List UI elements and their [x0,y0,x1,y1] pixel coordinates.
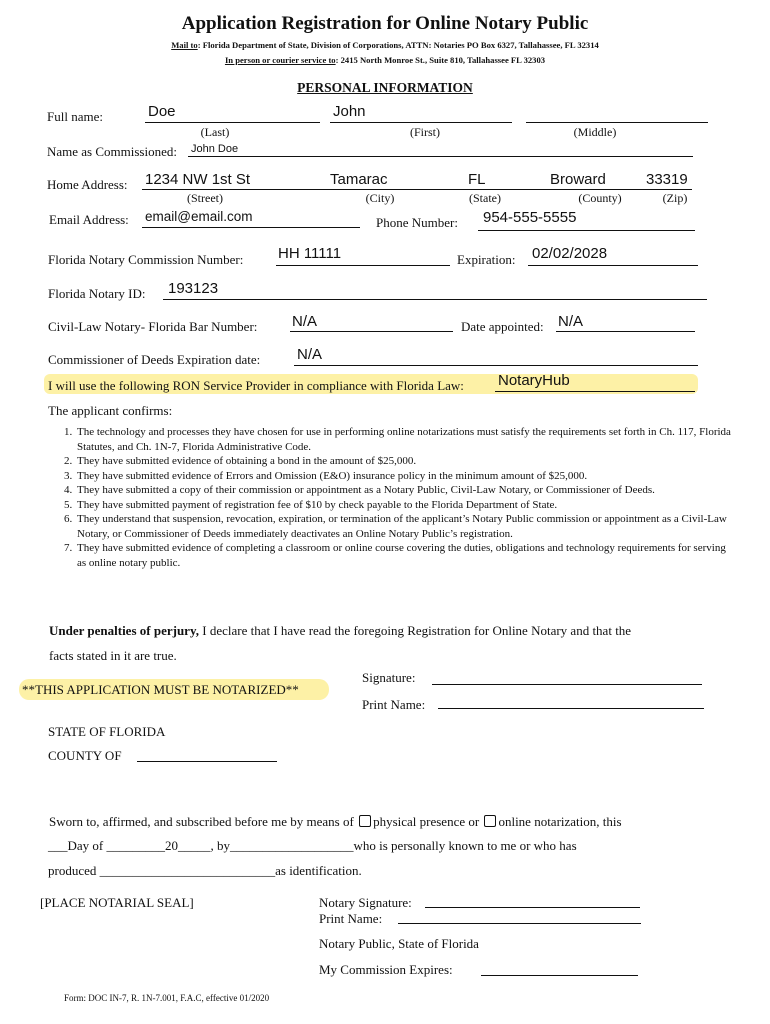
notary-print-name-line[interactable] [398,923,641,924]
declaration-bold: Under penalties of perjury, [49,623,199,638]
ron-provider-value[interactable]: NotaryHub [498,372,570,389]
online-notarization-label: online notarization, this [498,814,622,829]
courier-label: In person or courier service to [224,55,336,65]
physical-presence-checkbox[interactable] [359,815,371,827]
last-name-value[interactable]: Doe [148,103,176,120]
print-name-label: Print Name: [362,697,426,712]
date-appointed-line [556,331,695,332]
expiration-line [528,265,698,266]
home-address-label: Home Address: [47,177,128,192]
commission-expires-label: My Commission Expires: [319,962,453,977]
commissioned-value[interactable]: John Doe [191,143,239,155]
phone-line [478,230,695,231]
deeds-value[interactable]: N/A [297,346,323,363]
county-caption: (County) [578,191,622,205]
phone-value[interactable]: 954-555-5555 [483,209,577,226]
declaration-text: I declare that I have read the foregoing Registration for Online Notary and that the [198,623,632,638]
first-caption: (First) [410,125,440,139]
first-name-line [330,122,512,123]
confirms-intro: The applicant confirms: [48,403,173,418]
state-caption: (State) [469,191,501,205]
commissioned-label: Name as Commissioned: [47,144,177,159]
confirm-item-1: 1. The technology and processes they have chosen for use in performing online notarizations must satisfy the requirements set forth in Ch. 117, Florida Statutes, and Ch. 1N-7, Florida Administrative Code. [75,425,735,454]
notary-id-value[interactable]: 193123 [168,280,219,297]
declaration-line-1 [49,623,631,639]
city-value[interactable]: Tamarac [330,171,388,188]
confirm-item-3: 3. They have submitted evidence of Errors and Omission (E&O) insurance policy in the minimum amount of $25,000. [75,469,735,484]
form-footer: Form: DOC IN-7, R. 1N-7.001, F.A.C, effective 01/2020 [64,993,270,1003]
notary-public-state: Notary Public, State of Florida [319,936,479,951]
notary-signature-label: Notary Signature: [319,895,412,910]
commission-expires-line[interactable] [481,975,638,976]
confirm-item-4: 4. They have submitted a copy of their commission or appointment as a Notary Public, Civil-Law Notary, or Commissioner of Deeds. [75,483,735,498]
deeds-label: Commissioner of Deeds Expiration date: [48,352,261,367]
commission-number-value[interactable]: HH 11111 [278,245,342,262]
bar-number-label: Civil-Law Notary- Florida Bar Number: [48,319,258,334]
full-name-label: Full name: [47,109,103,124]
middle-name-line [526,122,708,123]
zip-value[interactable]: 33319 [646,171,688,188]
courier-line [0,55,770,65]
declaration-line-2: facts stated in it are true. [49,648,177,663]
signature-label: Signature: [362,670,416,685]
physical-presence-label: physical presence or [373,814,480,829]
email-line [142,227,360,228]
online-notarization-checkbox[interactable] [484,815,496,827]
county-line[interactable] [137,761,277,762]
middle-caption: (Middle) [573,125,617,139]
county-of-label: COUNTY OF [48,748,122,763]
print-name-line[interactable] [438,708,704,709]
city-caption: (City) [365,191,395,205]
zip-caption: (Zip) [662,191,688,205]
confirm-item-6: 6. They understand that suspension, revocation, expiration, or termination of the applicant’s Notary Public commission or appointment as a Civil-Law Notary, or Commissioner of Deeds immediately deactivates an Online Notary Public’s registration. [75,512,735,541]
courier-address: : 2415 North Monroe St., Suite 810, Tallahassee FL 32303 [335,55,546,65]
bar-number-line [290,331,453,332]
bar-number-value[interactable]: N/A [292,313,318,330]
last-name-line [145,122,320,123]
street-caption: (Street) [187,191,223,205]
state-of-florida: STATE OF FLORIDA [48,724,166,739]
commissioned-line [188,156,693,157]
sworn-prefix: Sworn to, affirmed, and subscribed before me by means of [49,814,354,829]
mail-to-label: Mail to [171,40,198,50]
notary-id-line [163,299,707,300]
date-appointed-value[interactable]: N/A [558,313,584,330]
first-name-value[interactable]: John [333,103,366,120]
section-heading: PERSONAL INFORMATION [297,80,473,95]
notary-print-name-label: Print Name: [319,911,383,926]
expiration-value[interactable]: 02/02/2028 [532,245,608,262]
notary-signature-line[interactable] [425,907,640,908]
notarial-seal-placeholder: [PLACE NOTARIAL SEAL] [40,895,194,910]
phone-label: Phone Number: [376,215,458,230]
date-appointed-label: Date appointed: [461,319,544,334]
address-line [142,189,692,190]
email-value[interactable]: email@email.com [145,209,253,224]
street-value[interactable]: 1234 NW 1st St [145,171,251,188]
day-line: ___Day of _________20_____, by___________________who is personally known to me or who has [48,838,577,853]
confirms-list [48,425,735,570]
signature-line[interactable] [432,684,702,685]
email-label: Email Address: [49,212,129,227]
form-title: Application Registration for Online Notary Public [181,13,589,34]
deeds-line [294,365,698,366]
county-value[interactable]: Broward [550,171,606,188]
mail-to-line [0,40,770,50]
mail-to-address: : Florida Department of State, Division of Corporations, ATTN: Notaries PO Box 6327, Tallahassee, FL 32314 [197,40,599,50]
notary-id-label: Florida Notary ID: [48,286,146,301]
confirm-item-7: 7. They have submitted evidence of completing a classroom or online course covering the duties, obligations and technology requirements for serving as online notary public. [75,541,735,570]
last-caption: (Last) [200,125,230,139]
state-value[interactable]: FL [468,171,486,188]
sworn-line [49,814,622,830]
confirm-item-2: 2. They have submitted evidence of obtaining a bond in the amount of $25,000. [75,454,735,469]
produced-line: produced ___________________________as identification. [48,863,362,878]
commission-number-label: Florida Notary Commission Number: [48,252,244,267]
notarized-notice: **THIS APPLICATION MUST BE NOTARIZED** [22,682,299,697]
commission-number-line [276,265,450,266]
expiration-label: Expiration: [457,252,516,267]
ron-line [495,391,695,392]
ron-label: I will use the following RON Service Provider in compliance with Florida Law: [48,378,464,393]
confirm-item-5: 5. They have submitted payment of registration fee of $10 by check payable to the Florida Department of State. [75,498,735,513]
